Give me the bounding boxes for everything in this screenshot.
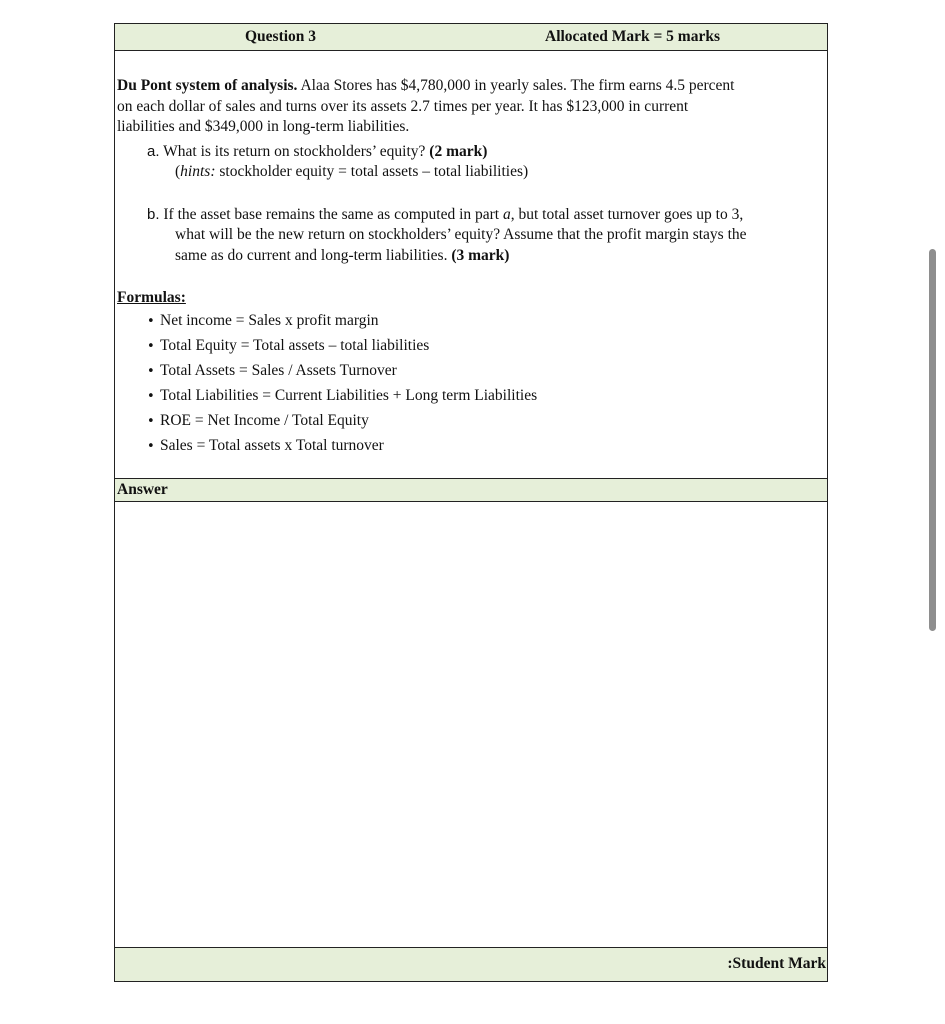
formula-item bbox=[147, 334, 819, 359]
part-b-marks: (3 mark) bbox=[451, 246, 510, 264]
hint-open: ( bbox=[175, 163, 181, 180]
bullet-icon: • bbox=[147, 388, 155, 404]
part-a-hint bbox=[117, 162, 819, 183]
student-mark-label: :Student Mark bbox=[727, 955, 826, 972]
scrollbar-thumb[interactable] bbox=[929, 249, 936, 631]
formula-item bbox=[147, 359, 819, 384]
part-b-line-1a: If the asset base remains the same as computed in part bbox=[163, 205, 503, 223]
bullet-icon: • bbox=[147, 338, 155, 354]
answer-area[interactable] bbox=[115, 502, 827, 947]
bullet-icon: • bbox=[147, 438, 155, 454]
formulas-title: Formulas: bbox=[117, 289, 186, 306]
intro-line-1: Alaa Stores has $4,780,000 in yearly sales. The firm earns 4.5 percent bbox=[297, 77, 735, 94]
formula-text: Total Liabilities = Current Liabilities + Long term Liabilities bbox=[160, 386, 538, 404]
formula-text: Total Assets = Sales / Assets Turnover bbox=[160, 361, 397, 379]
bullet-icon: • bbox=[147, 363, 155, 379]
formula-item bbox=[147, 434, 819, 459]
bullet-icon: • bbox=[147, 313, 155, 329]
part-b-label: b. bbox=[147, 205, 160, 223]
question-body bbox=[117, 76, 819, 459]
part-b-line-2: what will be the new return on stockholders’ equity? Assume that the profit margin stays the bbox=[175, 226, 747, 243]
answer-label: Answer bbox=[117, 481, 168, 498]
part-a-label: a. bbox=[147, 142, 160, 160]
part-a-marks: (2 mark) bbox=[429, 142, 488, 160]
formula-text: Sales = Total assets x Total turnover bbox=[160, 436, 384, 454]
hint-text: stockholder equity = total assets – total liabilities) bbox=[215, 163, 529, 180]
formula-item bbox=[147, 384, 819, 409]
part-a-question: What is its return on stockholders’ equity? bbox=[163, 142, 426, 160]
allocated-mark: Allocated Mark = 5 marks bbox=[545, 28, 721, 45]
formula-item bbox=[147, 309, 819, 334]
formulas-section bbox=[117, 288, 819, 459]
part-b-line-1b: , but total asset turnover goes up to 3, bbox=[510, 205, 744, 223]
hint-label: hints: bbox=[180, 163, 216, 180]
intro-line-2: on each dollar of sales and turns over its assets 2.7 times per year. It has $123,000 in current bbox=[117, 97, 689, 115]
part-b-line-3 bbox=[117, 246, 819, 267]
part-b-line-3-text: same as do current and long-term liabilities. bbox=[175, 246, 448, 264]
formulas-list bbox=[117, 309, 819, 459]
question-number: Question 3 bbox=[245, 28, 317, 45]
formula-text: Net income = Sales x profit margin bbox=[160, 311, 379, 329]
part-a bbox=[117, 142, 819, 183]
formula-text: ROE = Net Income / Total Equity bbox=[160, 411, 369, 429]
answer-header bbox=[115, 478, 827, 502]
intro-line-3: liabilities and $349,000 in long-term liabilities. bbox=[117, 118, 410, 135]
student-mark-footer bbox=[115, 947, 827, 981]
question-header bbox=[115, 24, 827, 51]
intro-paragraph bbox=[117, 76, 819, 138]
formula-text: Total Equity = Total assets – total liabilities bbox=[160, 336, 430, 354]
formula-item bbox=[147, 409, 819, 434]
part-b bbox=[117, 205, 819, 267]
intro-title: Du Pont system of analysis. bbox=[117, 77, 298, 94]
question-sheet bbox=[114, 23, 828, 982]
bullet-icon: • bbox=[147, 413, 155, 429]
part-b-line-1-italic: a bbox=[502, 205, 511, 223]
